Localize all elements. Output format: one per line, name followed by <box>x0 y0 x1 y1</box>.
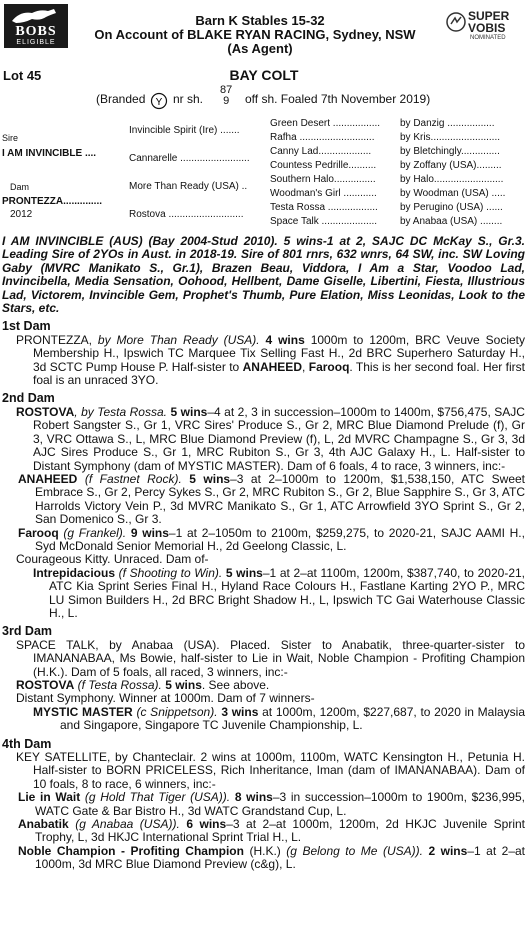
d1-farooq: Farooq <box>308 359 350 374</box>
mystic-name: MYSTIC MASTER <box>33 704 133 719</box>
third-dam-entry: SPACE TALK, by Anabaa (USA). Placed. Sister to Anabatik, three-quarter-sister to IMANANABAA, Ms Bowie, half-sister to Lie in Wait, Noble Champion - Profiting Champion (H.K.). Dam of 5 foals, all raced, 3 winners, inc:- <box>16 637 525 679</box>
anab-text: –3 at 2–at 1000m, 1200m, 2d HKJC Juvenile Sprint Trophy, L, 3d HKJC International Sprint Trial H., L. <box>35 817 526 845</box>
sire-label: Sire <box>2 133 19 143</box>
mystic-wins: 3 wins <box>221 704 259 719</box>
anab-wins: 6 wins <box>186 817 227 832</box>
badge-line2: VOBIS <box>468 21 506 35</box>
g3-7: by Perugino (USA) ...... <box>400 202 503 213</box>
branded-open: (Branded <box>96 92 146 106</box>
first-dam-entry <box>2 334 525 388</box>
noble-text: –1 at 2–at 1000m, 3d MRC Blue Diamond Preview (c&g), L. <box>35 843 526 872</box>
brand-rest: off sh. Foaled 7th November 2019) <box>245 92 431 106</box>
lie-wins: 8 wins <box>234 790 273 805</box>
g2-4: Countess Pedrille.......... <box>270 160 377 171</box>
lie-text: –3 in succession–1000m to 1900m, $236,995, WATC Gate & Bar Bistro H., 3d WATC Grandstand Cup, L. <box>35 790 525 818</box>
super-vobis-badge <box>446 10 520 46</box>
g2-8: Space Talk .................... <box>270 216 378 227</box>
bobs-eligible-logo <box>4 4 68 48</box>
noble-sire: (g Belong to Me (USA)). <box>286 843 423 858</box>
badge-line1: SUPER <box>468 9 510 23</box>
rostova-sire: (f Testa Rossa). <box>77 678 162 692</box>
brand-fraction-top: 87 <box>220 84 233 96</box>
distant-symphony-entry: Distant Symphony. Winner at 1000m. Dam of 7 winners- <box>16 691 315 706</box>
fourth-dam-heading: 4th Dam <box>2 736 52 751</box>
anaheed-wins: 5 wins <box>189 471 231 486</box>
horse-icon <box>10 7 62 25</box>
brand-mark-icon <box>150 92 168 110</box>
g3-1: by Danzig ................. <box>400 118 495 129</box>
g1-sire-sire: Invincible Spirit (Ire) ....... <box>129 125 240 136</box>
first-dam-heading: 1st Dam <box>2 319 51 334</box>
logo-bobs-text: BOBS <box>15 24 57 39</box>
super-vobis-icon <box>446 12 466 32</box>
anaheed-text: –3 at 2–1000m to 1200m, $1,538,150, ATC Sweet Embrace S., Gr 2, Percy Sykes S., Gr 2, MRC Rubiton S., Gr 2, Blue Sapphire S., Gr 3, ATC Harrolds Victory Vein P., 3d MVRC Manikato S., Gr 1, ATC Arrowfield 3YO Sprint S., Gr 2, San Domenico S., Gr 3. <box>35 471 526 527</box>
catalogue-body <box>2 235 525 872</box>
stables-line: Barn K Stables 15-32 <box>195 13 325 28</box>
kitty-entry: Courageous Kitty. Unraced. Dam of- <box>16 552 209 567</box>
anab-sire: (g Anabaa (USA)). <box>75 817 180 832</box>
second-dam-entry <box>2 406 525 473</box>
mystic-text: at 1000m, 1200m, $227,687, to 2020 in Malaysia and Singapore, Singapore TC Juvenile Championship, L. <box>60 704 526 733</box>
rostova-name: ROSTOVA <box>16 678 75 692</box>
dam-name: PRONTEZZA.............. <box>2 196 103 207</box>
g3-6: by Woodman (USA) ..... <box>400 188 506 199</box>
d1-name: PRONTEZZA, <box>16 332 93 347</box>
intrep-text: –1 at 2–at 1100m, 1200m, $387,740, to 2020-21, ATC Kia Sprint Series Final H., Hyland Race Colours H., Fastlane Karting 2YO P., MRC LU Simon Builders H., 2d BRC Bright Shadow H., L, Ipswich TC Gai Waterhouse Classic H., L. <box>49 565 525 620</box>
rostova-text: . See above. <box>201 678 270 692</box>
noble-name: Noble Champion - Profiting Champion <box>18 843 244 858</box>
d1-anaheed: ANAHEED <box>242 359 302 374</box>
noble-wins: 2 wins <box>428 843 468 858</box>
d1-by: by More Than Ready (USA). <box>97 332 260 347</box>
d2-name: ROSTOVA <box>16 404 75 419</box>
g2-7: Testa Rossa .................. <box>270 202 378 213</box>
g3-4: by Zoffany (USA)......... <box>400 160 502 171</box>
agent-line: (As Agent) <box>227 41 293 56</box>
lie-sire: (g Hold That Tiger (USA)). <box>84 790 231 805</box>
fourth-dam-entry: KEY SATELLITE, by Chanteclair. 2 wins at 1000m, 1100m, WATC Kensington H., Petunia H. Half-sister to BORN PRICELESS, Rich Inheritance, Iman (dam of IMANANABAA). Dam of 10 foals, 8 to race, 6 winners, inc:- <box>16 750 525 791</box>
farooq-sire: (g Frankel). <box>63 525 127 540</box>
d1-wins: 4 wins <box>265 332 305 347</box>
lie-name: Lie in Wait <box>18 790 81 805</box>
anaheed-sire: (f Fastnet Rock). <box>84 471 182 486</box>
g2-3: Canny Lad................... <box>270 146 372 157</box>
anaheed-entry <box>2 473 525 527</box>
farooq-entry <box>2 527 525 554</box>
g3-5: by Halo......................... <box>400 174 504 185</box>
mystic-sire: (c Snippetson). <box>136 704 218 719</box>
dam-label: Dam <box>10 182 30 192</box>
g3-2: by Kris......................... <box>400 132 501 143</box>
noble-hk: (H.K.) <box>249 843 281 858</box>
d2-text: –4 at 2, 3 in succession–1000m to 1400m, $756,475, SAJC Robert Sangster S., Gr 1, VRC Sires' Produce S., Gr 2, MRC Blue Diamond Prelude (f), Gr 3, VRC Ottawa S., L, MRC Blue Diamond Preview (f), L, 2d MVRC Champagne S., Gr 3, 3d AJC Sires Produce S., Gr 1, MRC Rubiton S., Gr 3, 4th AJC Galaxy H., L. Half-sister to Distant Symphony (dam of MYSTIC MASTER). Dam of 6 foals, 4 to race, 3 winners, inc:- <box>33 404 525 473</box>
brand-mark-letter: Y <box>155 97 163 108</box>
g2-1: Green Desert ................. <box>270 118 381 129</box>
d2-wins: 5 wins <box>170 404 208 419</box>
g3-8: by Anabaa (USA) ........ <box>400 216 503 227</box>
second-dam-heading: 2nd Dam <box>2 391 55 406</box>
farooq-text: –1 at 2–1050m to 2100m, $259,275, to 2020-21, SAJC AAMI H., Syd McDonald Senior Memorial H., 2d Geelong Classic, L. <box>35 525 525 553</box>
g2-5: Southern Halo............... <box>270 174 376 185</box>
anaheed-name: ANAHEED <box>18 471 78 486</box>
logo-eligible-text: ELIGIBLE <box>16 39 56 46</box>
intrepidacious-entry <box>2 567 525 621</box>
rostova-wins: 5 wins <box>165 678 202 692</box>
third-dam-heading: 3rd Dam <box>2 624 53 639</box>
brand-fraction-bottom: 9 <box>223 95 230 107</box>
lie-in-wait-entry <box>2 791 525 818</box>
lot-number: Lot 45 <box>3 68 42 83</box>
intrep-name: Intrepidacious <box>33 565 116 580</box>
g2-2: Rafha ........................... <box>270 132 375 143</box>
sire-name: I AM INVINCIBLE .... <box>2 148 97 159</box>
d1-text2: . This is her second foal. Her first foal is an unraced 3YO. <box>33 359 526 388</box>
anab-name: Anabatik <box>18 817 69 832</box>
consignor-line: On Account of BLAKE RYAN RACING, Sydney, NSW <box>94 27 416 42</box>
intrep-wins: 5 wins <box>225 565 263 580</box>
farooq-name: Farooq <box>18 525 59 540</box>
g1-dam-dam: Rostova ........................... <box>129 209 244 220</box>
brand-fraction <box>220 85 232 107</box>
rostova-entry <box>2 679 525 692</box>
brand-nr: nr sh. <box>173 92 204 106</box>
farooq-wins: 9 wins <box>130 525 169 540</box>
d1-text1: 1000m to 1200m, BRC Veuve Society Membership H., Ipswich TC Marquee Tix Selling Fast H., 2d BRC Superhero Saturday H., 3d SCTC Pump House P. Half-sister to <box>33 332 525 374</box>
d1-comma: , <box>301 359 306 374</box>
page-title: BAY COLT <box>229 67 299 83</box>
noble-champion-entry <box>2 845 525 872</box>
sire-summary: I AM INVINCIBLE (AUS) (Bay 2004-Stud 2010). 5 wins-1 at 2, SAJC DC McKay S., Gr.3. Leading Sire of 2YOs in Aust. in 2018-19. Sire of 801 rnrs, 632 wnrs, 64 SW, inc. SW Loving Gaby (MVRC Manikato S., Gr.1), Brazen Beau, Viddora, I Am a Star, Voodoo Lad, Invincibella, Media Sensation, Oohood, Hellbent, Dame Giselle, Libertini, Fiesta, Illustrious Lad, Victorem, Invincible Gem, Prophet's Thumb, Pure Elation, Miss Leonidas, Look to the Stars, etc. <box>2 234 525 316</box>
g2-6: Woodman's Girl ............ <box>270 188 377 199</box>
badge-line3: NOMINATED <box>470 35 506 41</box>
dam-year: 2012 <box>10 209 33 220</box>
mystic-master-entry <box>2 706 525 733</box>
g1-sire-dam: Cannarelle ......................... <box>129 153 250 164</box>
g3-3: by Bletchingly.............. <box>400 146 500 157</box>
anabatik-entry <box>2 818 525 845</box>
intrep-sire: (f Shooting to Win). <box>118 565 223 580</box>
g1-dam-sire: More Than Ready (USA) .. <box>129 181 248 192</box>
d2-by: , by Testa Rossa. <box>74 404 167 419</box>
